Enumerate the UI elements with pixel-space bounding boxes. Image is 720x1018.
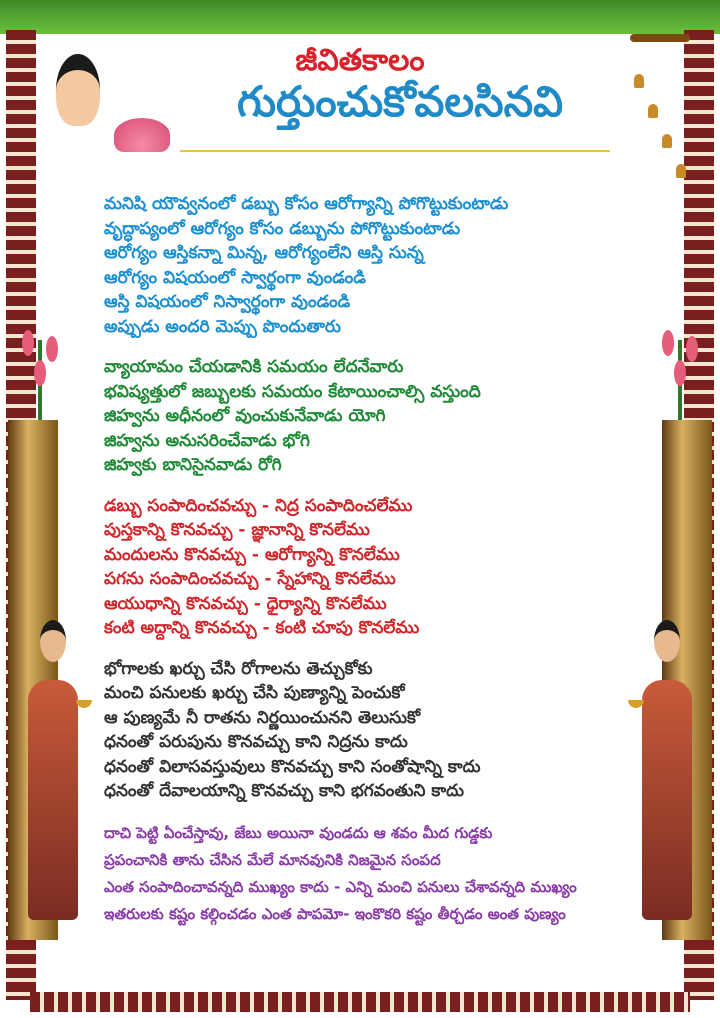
text-line: ధనంతో విలాసవస్తువులు కొనవచ్చు కాని సంతోషాన్ని కాదు bbox=[104, 756, 481, 777]
text-line: ఆరోగ్యం ఆస్తికన్నా మిన్న, ఆరోగ్యంలేని ఆస్తి సున్న bbox=[104, 243, 424, 263]
text-line: పగను సంపాదించవచ్చు - స్నేహాన్ని కొనలేము bbox=[104, 569, 396, 589]
block-virtue bbox=[104, 657, 664, 804]
text-line: భోగాలకు ఖర్చు చేసి రోగాలను తెచ్చుకోకు bbox=[104, 658, 373, 679]
text-line: ధనంతో దేవాలయాన్ని కొనవచ్చు కాని భగవంతుని కాదు bbox=[104, 781, 464, 801]
text-line: వృద్ధాప్యంలో ఆరోగ్యం కోసం డబ్బును పోగొట్టుకుంటాడు bbox=[104, 218, 461, 239]
lotus-icon bbox=[114, 118, 170, 152]
block-health bbox=[104, 192, 664, 339]
text-line: మంచి పనులకు ఖర్చు చేసి పుణ్యాన్ని పెంచుకో bbox=[104, 683, 405, 703]
title-line-2: గుర్తుంచుకోవలసినవి bbox=[236, 80, 564, 126]
left-flower-plant-icon bbox=[10, 330, 70, 420]
text-line: ఆ పుణ్యమే నీ రాతను నిర్ణయించునని తెలుసుకో bbox=[104, 707, 421, 728]
text-line: జిహ్వకు బానిసైనవాడు రోగి bbox=[104, 455, 282, 475]
text-line: ధనంతో పరుపును కొనవచ్చు కాని నిద్రను కాదు bbox=[104, 732, 408, 752]
text-line: పుస్తకాన్ని కొనవచ్చు - జ్ఞానాన్ని కొనలేము bbox=[104, 520, 370, 540]
block-wealth bbox=[104, 820, 664, 928]
left-lamp-lady-icon bbox=[18, 620, 88, 940]
title-underline bbox=[180, 150, 610, 152]
bell-chimes-icon bbox=[630, 34, 690, 194]
title-line-1: జీవితకాలం bbox=[295, 44, 425, 77]
block-exercise bbox=[104, 355, 664, 478]
mango-leaf-toran bbox=[0, 0, 720, 34]
text-line: మందులను కొనవచ్చు - ఆరోగ్యాన్ని కొనలేము bbox=[104, 544, 400, 565]
text-line: జిహ్వను అనుసరించేవాడు భోగి bbox=[104, 430, 310, 451]
block-money bbox=[104, 494, 664, 641]
text-line: ఇతరులకు కష్టం కల్గించడం ఎంత పాపమో- ఇంకొకరి కష్టం తీర్చడం అంత పుణ్యం bbox=[104, 904, 566, 923]
woman-with-lotus-icon bbox=[36, 40, 126, 170]
text-line: భవిష్యత్తులో జబ్బులకు సమయం కేటాయించాల్సి వస్తుంది bbox=[104, 381, 481, 402]
text-line: దాచి పెట్టి ఏంచేస్తావు, జేబు అయినా వుండదు ఆ శవం మీద గుడ్డకు bbox=[104, 823, 493, 842]
text-line: జిహ్వను అధీనంలో వుంచుకునేవాడు యోగి bbox=[104, 406, 386, 426]
text-line: ప్రపంచానికి తాను చేసిన మేలే మానవునికి నిజమైన సంపద bbox=[104, 850, 441, 869]
bottom-border bbox=[30, 992, 690, 1012]
text-line: డబ్బు సంపాదించవచ్చు - నిద్ర సంపాదించలేము bbox=[104, 495, 413, 516]
text-line: ఆస్తి విషయంలో నిస్వార్థంగా వుండండి bbox=[104, 292, 351, 312]
text-line: కంటి అద్దాన్ని కొనవచ్చు - కంటి చూపు కొనలేము bbox=[104, 618, 420, 638]
text-line: వ్యాయామం చేయడానికి సమయం లేదనేవారు bbox=[104, 357, 404, 377]
text-line: మనిషి యౌవ్వనంలో డబ్బు కోసం ఆరోగ్యాన్ని పోగొట్టుకుంటాడు bbox=[104, 194, 509, 214]
text-line: ఆయుధాన్ని కొనవచ్చు - ధైర్యాన్ని కొనలేము bbox=[104, 593, 387, 614]
content bbox=[104, 192, 664, 944]
text-line: ఎంత సంపాదించావన్నది ముఖ్యం కాదు - ఎన్ని మంచి పనులు చేశావన్నది ముఖ్యం bbox=[104, 877, 577, 896]
text-line: ఆరోగ్యం విషయంలో స్వార్థంగా వుండండి bbox=[104, 267, 366, 288]
text-line: అప్పుడు అందరి మెప్పు పొందుతారు bbox=[104, 316, 341, 337]
